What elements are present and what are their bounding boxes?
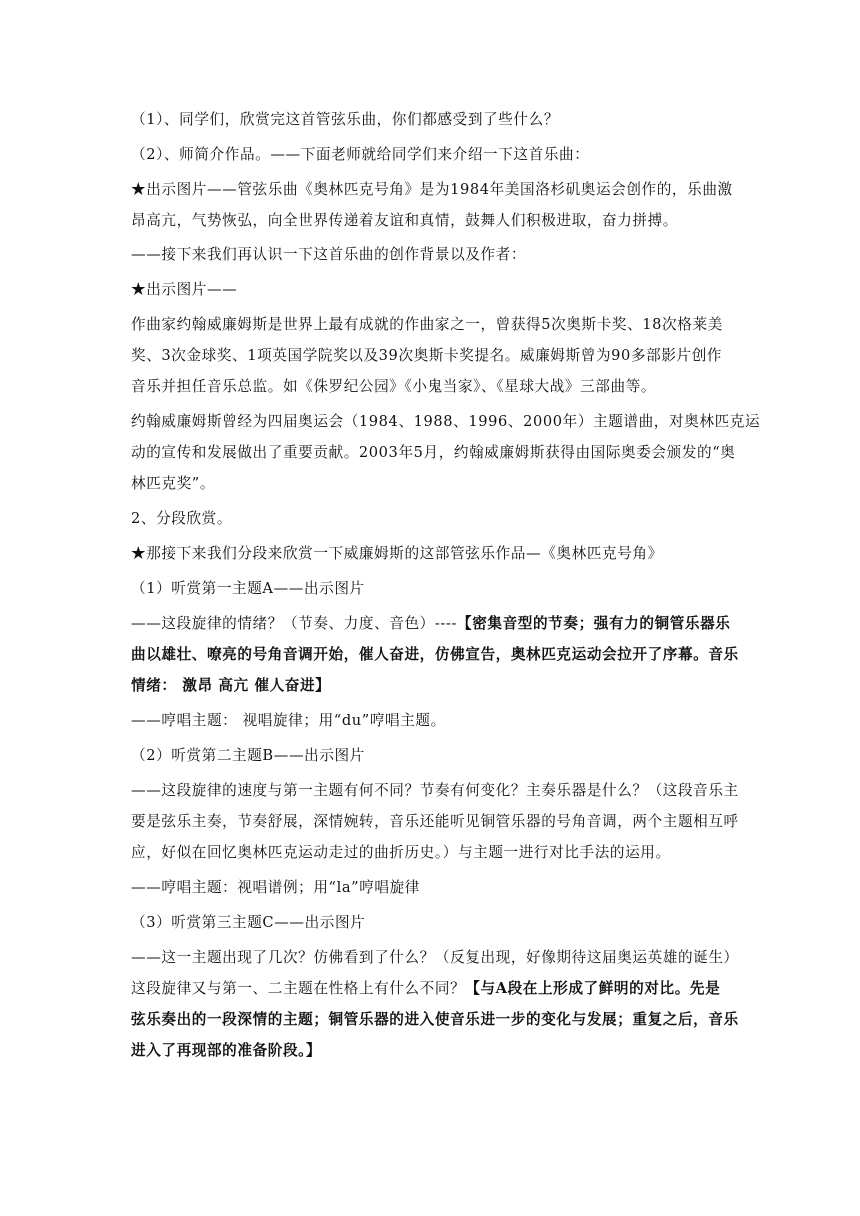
text-line: 作曲家约翰威廉姆斯是世界上最有成就的作曲家之一，曾获得5次奥斯卡奖、18次格莱美 [131,316,723,333]
text-line: 这段旋律又与第一、二主题在性格上有什么不同？【与A段在上形成了鲜明的对比。先是 [131,980,721,997]
text-line: 约翰威廉姆斯曾经为四届奥运会（1984、1988、1996、2000年）主题谱曲，对奥林匹克运 [131,413,761,430]
text-line: （1）听赏第一主题A——出示图片 [131,580,365,597]
text-line: ★出示图片—— [131,281,238,298]
text-line: （2）听赏第二主题B——出示图片 [131,747,365,764]
text-line: 动的宣传和发展做出了重要贡献。2003年5月，约翰威廉姆斯获得由国际奥委会颁发的“奥 [131,444,736,461]
text-line: 要是弦乐主奏，节奏舒展，深情婉转，音乐还能听见铜管乐器的号角音调，两个主题相互呼 [131,813,739,830]
text-line: 奖、3次金球奖、1项英国学院奖以及39次奥斯卡奖提名。威廉姆斯曾为90多部影片创作 [131,347,723,364]
text-line: （3）听赏第三主题C——出示图片 [131,914,366,931]
text-line: ★出示图片——管弦乐曲《奥林匹克号角》是为1984年美国洛杉矶奥运会创作的，乐曲激 [131,181,733,198]
text-line: ——哼唱主题：视唱谱例；用“la”哼唱旋律 [131,879,420,896]
text-line: 昂高亢，气势恢弘，向全世界传递着友谊和真情，鼓舞人们积极进取，奋力拼搏。 [131,212,678,229]
text-line: 弦乐奏出的一段深情的主题；铜管乐器的进入使音乐进一步的变化与发展；重复之后，音乐 [131,1011,739,1028]
text-line: ——接下来我们再认识一下这首乐曲的创作背景以及作者： [131,246,527,263]
text-line: 曲以雄壮、嘹亮的号角音调开始，催人奋进，仿佛宣告，奥林匹克运动会拉开了序幕。音乐 [131,646,739,663]
text-line: ——哼唱主题： 视唱旋律；用“du”哼唱主题。 [131,712,446,729]
text-line: 情绪： 激昂 高亢 催人奋进】 [131,677,331,694]
text-line: 进入了再现部的准备阶段。】 [131,1042,322,1059]
text-line: ——这段旋律的速度与第一主题有何不同？节奏有何变化？主奏乐器是什么？（这段音乐主 [131,782,739,799]
text-line: 音乐并担任音乐总监。如《侏罗纪公园》《小鬼当家》、《星球大战》三部曲等。 [131,378,657,395]
text-line: ——这一主题出现了几次？仿佛看到了什么？（反复出现，好像期待这届奥运英雄的诞生） [131,949,739,966]
text-line: （2）、师简介作品。——下面老师就给同学们来介绍一下这首乐曲： [131,146,590,163]
text-line: 应，好似在回忆奥林匹克运动走过的曲折历史。）与主题一进行对比手法的运用。 [131,844,671,861]
text-line: ★那接下来我们分段来欣赏一下威廉姆斯的这部管弦乐作品—《奥林匹克号角》 [131,545,663,562]
section-heading: 2、分段欣赏。 [131,510,233,527]
text-line: 林匹克奖”。 [131,475,216,492]
text-line: （1）、同学们，欣赏完这首管弦乐曲，你们都感受到了些什么？ [131,111,560,128]
text-line: ——这段旋律的情绪？（节奏、力度、音色）----【密集音型的节奏；强有力的铜管乐器乐 [131,615,731,632]
